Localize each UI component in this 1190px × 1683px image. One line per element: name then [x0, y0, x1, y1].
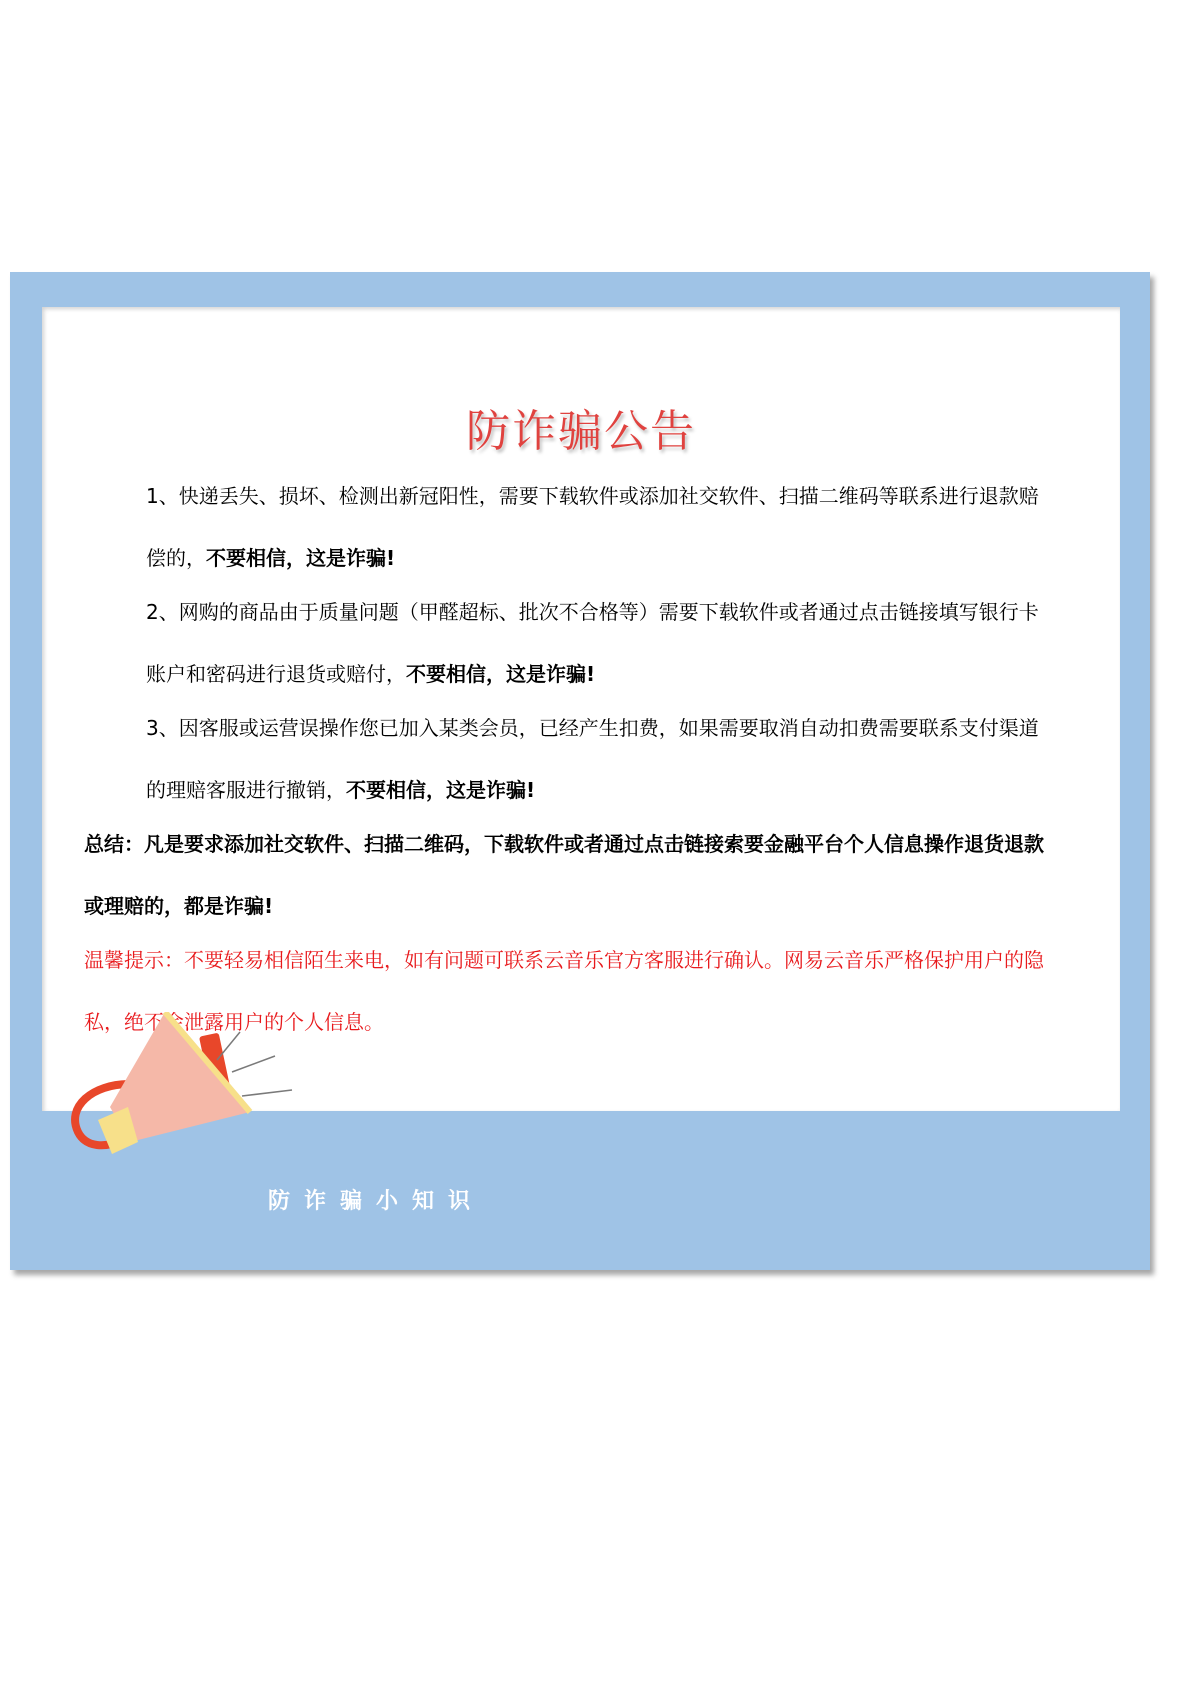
notice-tip: 温馨提示：不要轻易相信陌生来电，如有问题可联系云音乐官方客服进行确认。网易云音乐严格保护用户的隐私，绝不会泄露用户的个人信息。: [84, 948, 1044, 1034]
notice-item-3-text: 3、因客服或运营误操作您已加入某类会员，已经产生扣费，如果需要取消自动扣费需要联系支付渠道的理赔客服进行撤销，: [146, 716, 1039, 802]
notice-item-2: [146, 581, 1046, 705]
notice-item-3-emphasis: 不要相信，这是诈骗!: [346, 778, 536, 802]
notice-summary: 总结：凡是要求添加社交软件、扫描二维码，下载软件或者通过点击链接索要金融平台个人信息操作退货退款或理赔的，都是诈骗!: [84, 832, 1044, 918]
notice-title: 防诈骗公告: [466, 406, 696, 457]
notice-item-1-text: 1、快递丢失、损坏、检测出新冠阳性，需要下载软件或添加社交软件、扫描二维码等联系进行退款赔偿的，: [146, 484, 1039, 570]
notice-item-2-emphasis: 不要相信，这是诈骗!: [406, 662, 596, 686]
notice-item-2-text: 2、网购的商品由于质量问题（甲醛超标、批次不合格等）需要下载软件或者通过点击链接填写银行卡账户和密码进行退货或赔付，: [146, 600, 1039, 686]
footer-label: 防诈骗小知识: [268, 1189, 485, 1214]
notice-item-1: [146, 465, 1046, 589]
notice-item-3: [146, 697, 1046, 821]
megaphone-icon: [70, 1012, 310, 1162]
notice-item-1-emphasis: 不要相信，这是诈骗!: [206, 546, 396, 570]
notice-frame: [10, 272, 1150, 1270]
notice-panel: [42, 307, 1120, 1111]
